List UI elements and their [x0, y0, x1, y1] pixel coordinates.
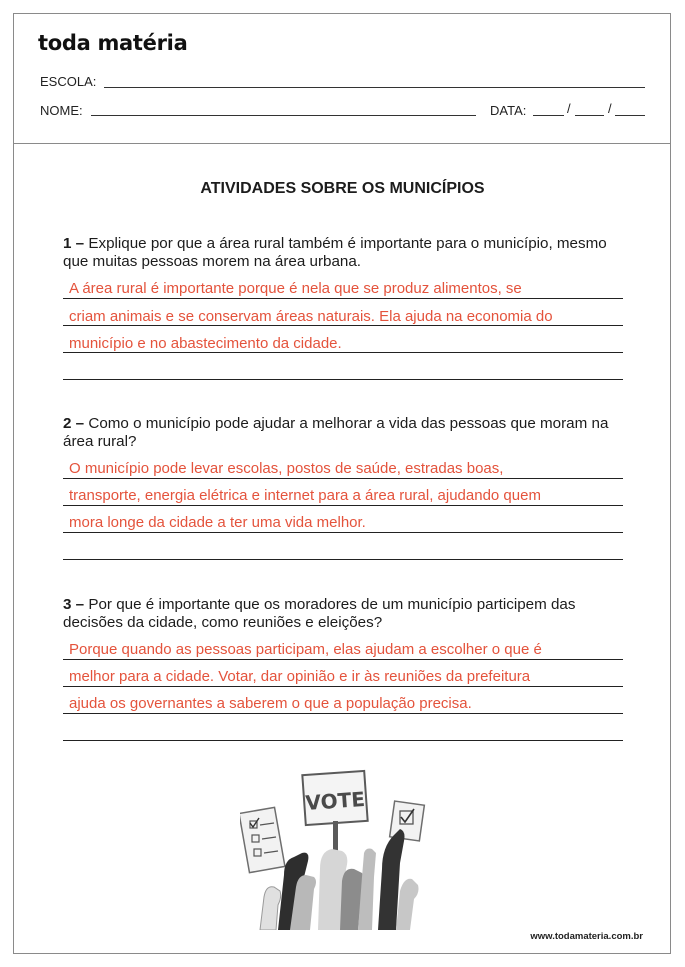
logo: toda matéria: [38, 31, 188, 55]
checklist-card-icon: [240, 807, 285, 872]
answer-text: mora longe da cidade a ter uma vida melhor.: [69, 514, 366, 531]
footer-url[interactable]: www.todamateria.com.br: [530, 931, 643, 942]
answer-text: A área rural é importante porque é nela que se produz alimentos, se: [69, 280, 522, 297]
question-text: Como o município pode ajudar a melhorar a vida das pessoas que moram na área rural?: [63, 415, 609, 450]
question-number: 2 –: [63, 415, 85, 432]
date-separator: /: [567, 101, 571, 116]
raised-hands-icon: [260, 829, 419, 930]
answer-line[interactable]: [63, 740, 623, 741]
question-2: [63, 415, 633, 451]
question-number: 1 –: [63, 235, 85, 252]
date-separator: /: [608, 101, 612, 116]
question-number: 3 –: [63, 596, 85, 613]
date-month-field[interactable]: [575, 115, 604, 116]
answer-line[interactable]: [63, 659, 623, 660]
header-divider: [13, 143, 671, 144]
question-1: [63, 235, 633, 271]
name-field[interactable]: [91, 115, 476, 116]
answer-line[interactable]: [63, 325, 623, 326]
page-title: ATIVIDADES SOBRE OS MUNICÍPIOS: [200, 180, 485, 197]
answer-line[interactable]: [63, 379, 623, 380]
answer-line[interactable]: [63, 478, 623, 479]
answer-line[interactable]: [63, 352, 623, 353]
question-3: [63, 596, 633, 632]
answer-line[interactable]: [63, 713, 623, 714]
name-label: NOME:: [40, 103, 83, 118]
question-text: Por que é importante que os moradores de um município participem das decisões da cidade, como reuniões e eleições?: [63, 596, 576, 631]
answer-text: transporte, energia elétrica e internet para a área rural, ajudando quem: [69, 487, 541, 504]
answer-text: criam animais e se conservam áreas naturais. Ela ajuda na economia do: [69, 308, 553, 325]
answer-text: Porque quando as pessoas participam, elas ajudam a escolher o que é: [69, 641, 542, 658]
question-text: Explique por que a área rural também é importante para o município, mesmo que muitas pessoas morem na área urbana.: [63, 235, 607, 270]
vote-sign-text: VOTE: [304, 786, 366, 816]
answer-line[interactable]: [63, 559, 623, 560]
answer-line[interactable]: [63, 532, 623, 533]
answer-text: O município pode levar escolas, postos de saúde, estradas boas,: [69, 460, 504, 477]
vote-sign: [302, 771, 367, 851]
answer-line[interactable]: [63, 505, 623, 506]
answer-text: ajuda os governantes a saberem o que a população precisa.: [69, 695, 472, 712]
answer-line[interactable]: [63, 686, 623, 687]
date-day-field[interactable]: [533, 115, 564, 116]
answer-text: melhor para a cidade. Votar, dar opinião e ir às reuniões da prefeitura: [69, 668, 531, 685]
date-year-field[interactable]: [615, 115, 645, 116]
answer-text: município e no abastecimento da cidade.: [69, 335, 342, 352]
answer-line[interactable]: [63, 298, 623, 299]
school-label: ESCOLA:: [40, 74, 97, 89]
school-field[interactable]: [104, 87, 645, 88]
date-label: DATA:: [490, 103, 527, 118]
voting-illustration: [240, 765, 440, 930]
